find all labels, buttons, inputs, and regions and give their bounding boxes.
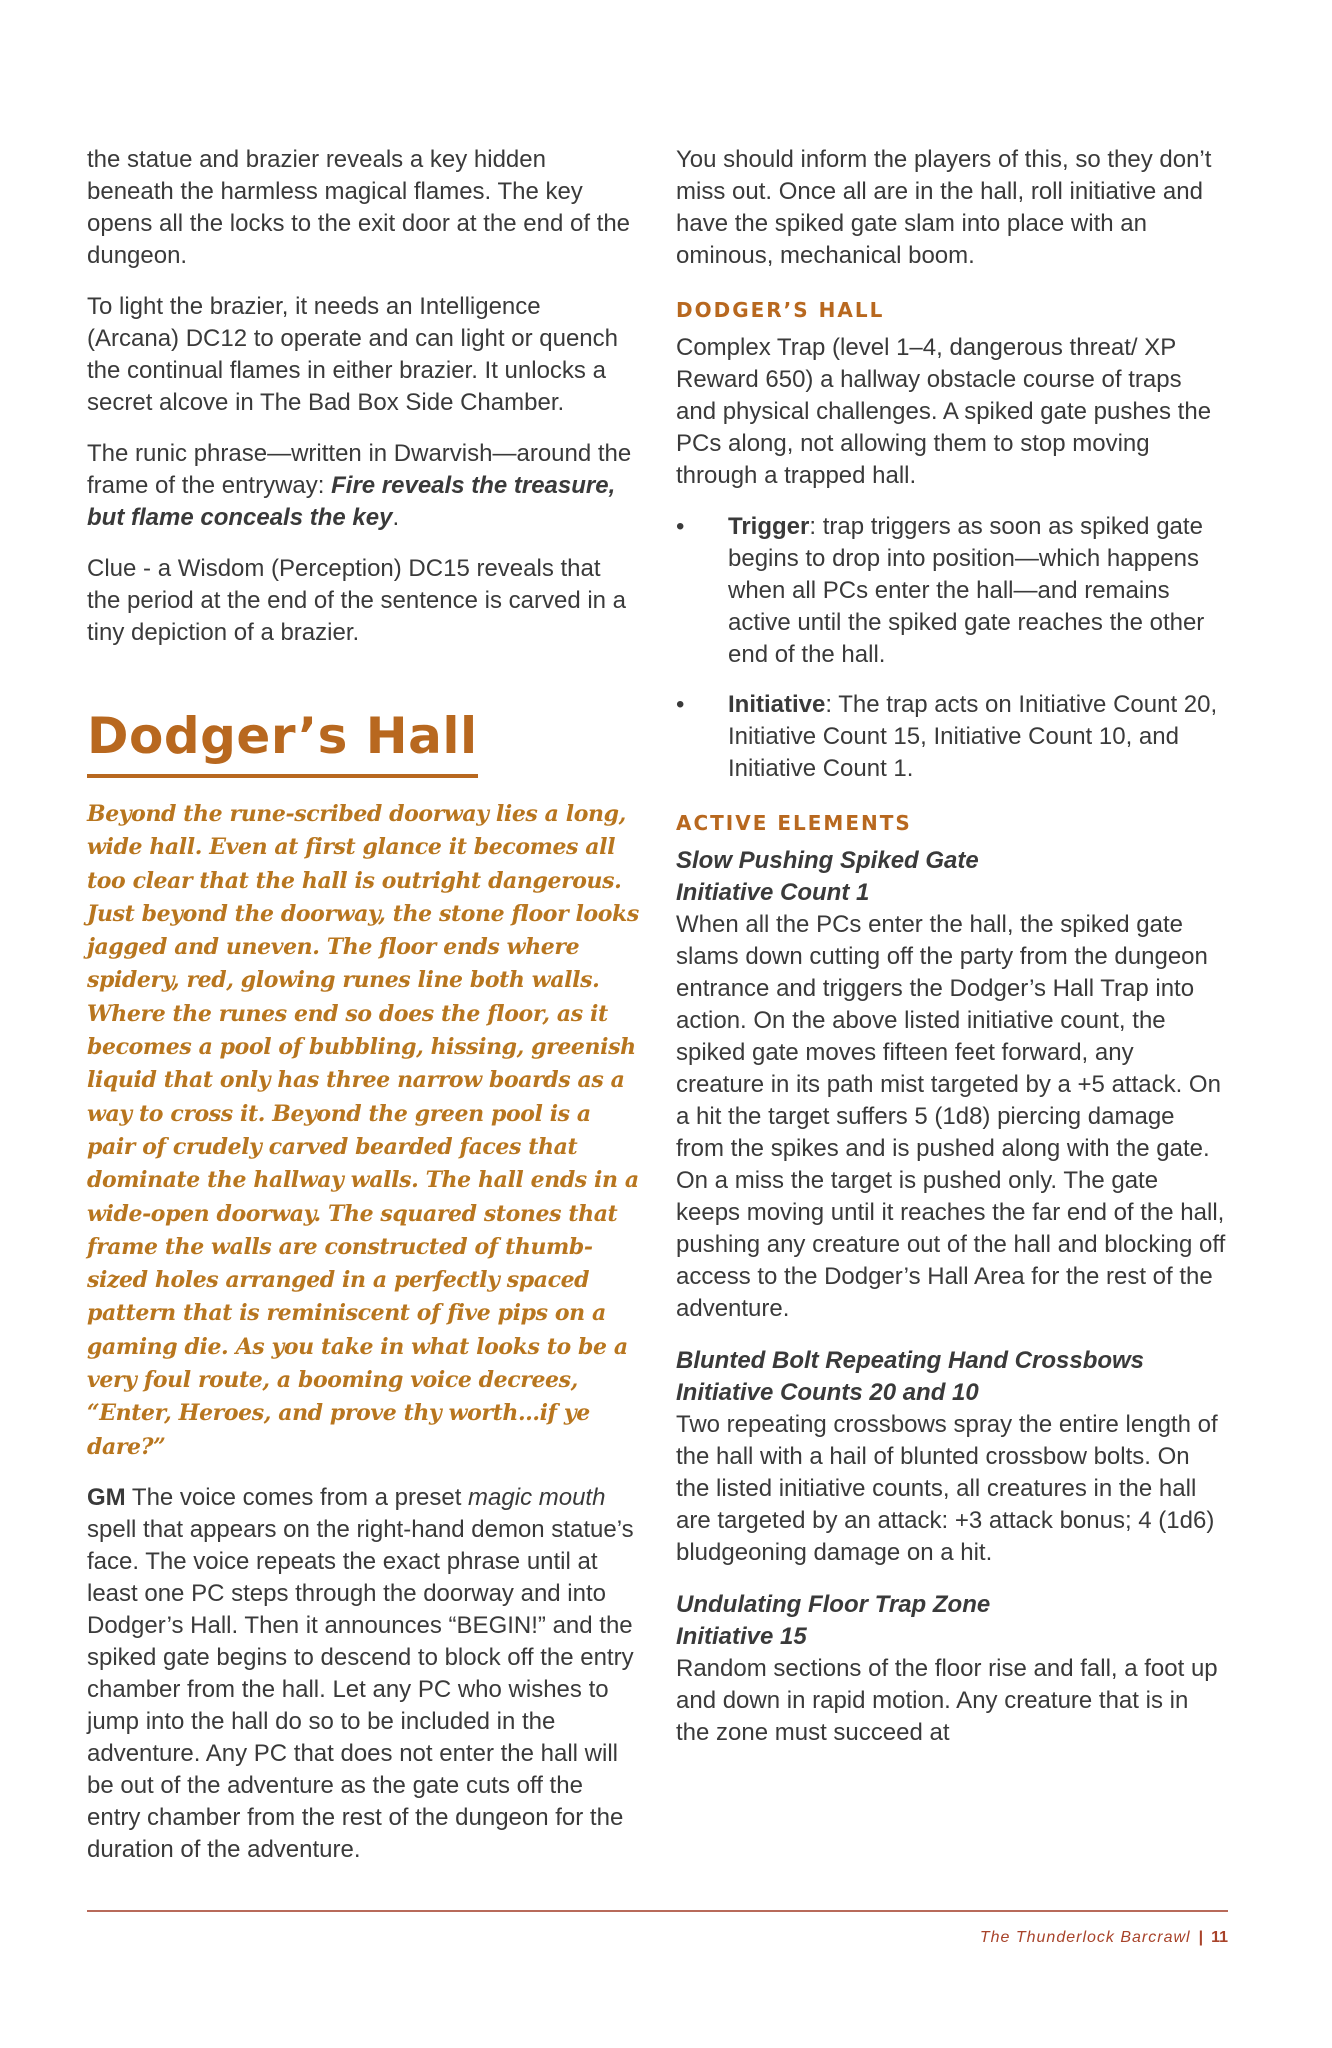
book-title: The Thunderlock Barcrawl (979, 1929, 1191, 1946)
left-column (87, 144, 639, 1885)
element-block (676, 845, 1228, 1325)
footer-divider (87, 1910, 1228, 1912)
paragraph-text: . (392, 504, 400, 531)
bullet-text: : The trap acts on Initiative Count 20, Initiative Count 15, Initiative Count 10, and Initiative Count 1. (728, 691, 1218, 782)
paragraph: Clue - a Wisdom (Perception) DC15 reveals that the period at the end of the sentence is carved in a tiny depiction of a brazier. (87, 555, 627, 646)
gm-paragraph (87, 1482, 639, 1866)
subheading-active-elements: ACTIVE ELEMENTS (676, 811, 912, 835)
spell-name: magic mouth (468, 1483, 606, 1511)
paragraph-text: The voice comes from a preset (125, 1483, 469, 1511)
bullet-icon: • (676, 513, 685, 540)
list-item (676, 689, 1228, 785)
read-aloud-text: Beyond the rune-scribed doorway lies a long, wide hall. Even at first glance it becomes all too clear that the hall is outright dangerous. Just beyond the doorway, the stone floor looks jagged and uneven. The floor ends where spidery, red, glowing runes line both walls. Where the runes end so does the floor, as it becomes a pool of bubbling, hissing, greenish liquid that only has three narrow boards as a way to cross it. Beyond the green pool is a pair of crudely carved bearded faces that dominate the hallway walls. The hall ends in a wide-open doorway. The squared stones that frame the walls are constructed of thumb-sized holes arranged in a perfectly spaced pattern that is reminiscent of five pips on a gaming die. As you take in what looks to be a very foul route, a booming voice decrees, “Enter, Heroes, and prove thy worth…if ye dare?” (87, 801, 639, 1460)
element-title: Undulating Floor Trap Zone (676, 1591, 991, 1618)
page-footer (980, 1928, 1228, 1948)
paragraph-text: The runic phrase—written in Dwarvish—around the frame of the entryway: (87, 440, 632, 499)
bullet-text: : trap triggers as soon as spiked gate begins to drop into position—which happens when all PCs enter the hall—and remains active until the spiked gate reaches the other end of the hall. (728, 513, 1205, 668)
right-column (676, 144, 1228, 1769)
bullet-label: Trigger (728, 513, 810, 540)
element-text: Random sections of the floor rise and fall, a foot up and down in rapid motion. Any creature that is in the zone must succeed at (676, 1655, 1218, 1746)
element-initiative: Initiative Count 1 (676, 879, 870, 906)
bullet-label: Initiative (728, 691, 826, 718)
paragraph: the statue and brazier reveals a key hidden beneath the harmless magical flames. The key opens all the locks to the exit door at the end of the dungeon. (87, 146, 631, 269)
page-number: 11 (1211, 1929, 1228, 1946)
paragraph: You should inform the players of this, so they don’t miss out. Once all are in the hall, roll initiative and have the spiked gate slam into place with an ominous, mechanical boom. (676, 146, 1212, 269)
list-item (676, 511, 1228, 671)
element-title: Blunted Bolt Repeating Hand Crossbows (676, 1347, 1145, 1374)
paragraph: Complex Trap (level 1–4, dangerous threat/ XP Reward 650) a hallway obstacle course of traps and physical challenges. A spiked gate pushes the PCs along, not allowing them to stop moving through a trapped hall. (676, 334, 1212, 489)
paragraph: To light the brazier, it needs an Intelligence (Arcana) DC12 to operate and can light or quench the continual flames in either brazier. It unlocks a secret alcove in The Bad Box Side Chamber. (87, 293, 618, 416)
element-title: Slow Pushing Spiked Gate (676, 847, 979, 874)
subheading-dodgers-hall: DODGER’S HALL (676, 298, 885, 322)
element-initiative: Initiative 15 (676, 1623, 807, 1650)
footer-separator: | (1198, 1929, 1204, 1946)
element-block (676, 1345, 1228, 1569)
runic-phrase: Fire reveals the treasure, but flame conceals the key (87, 472, 616, 531)
element-initiative: Initiative Counts 20 and 10 (676, 1379, 979, 1406)
paragraph (87, 438, 639, 534)
element-text: When all the PCs enter the hall, the spiked gate slams down cutting off the party from the dungeon entrance and triggers the Dodger’s Hall Trap into action. On the above listed initiative count, the spiked gate moves fifteen feet forward, any creature in its path mist targeted by a +5 attack. On a hit the target suffers 5 (1d8) piercing damage from the spikes and is pushed along with the gate. On a miss the target is pushed only. The gate keeps moving until it reaches the far end of the hall, pushing any creature out of the hall and blocking off access to the Dodger’s Hall Area for the rest of the adventure. (676, 911, 1226, 1322)
bullet-list (676, 511, 1228, 785)
bullet-icon: • (676, 691, 685, 718)
element-block (676, 1589, 1228, 1749)
gm-label: GM (87, 1483, 126, 1511)
paragraph-text: spell that appears on the right-hand demon statue’s face. The voice repeats the exact phrase until at least one PC steps through the doorway and into Dodger’s Hall. Then it announces “BEGIN!” and the spiked gate begins to descend to block off the entry chamber from the hall. Let any PC who wishes to jump into the hall do so to be included in the adventure. Any PC that does not enter the hall will be out of the adventure as the gate cuts off the entry chamber from the rest of the dungeon for the duration of the adventure. (87, 1515, 634, 1863)
element-text: Two repeating crossbows spray the entire length of the hall with a hail of blunted crossbow bolts. On the listed initiative counts, all creatures in the hall are targeted by an attack: +3 attack bonus; 4 (1d6) bludgeoning damage on a hit. (676, 1411, 1218, 1566)
section-heading: Dodger’s Hall (87, 706, 478, 778)
